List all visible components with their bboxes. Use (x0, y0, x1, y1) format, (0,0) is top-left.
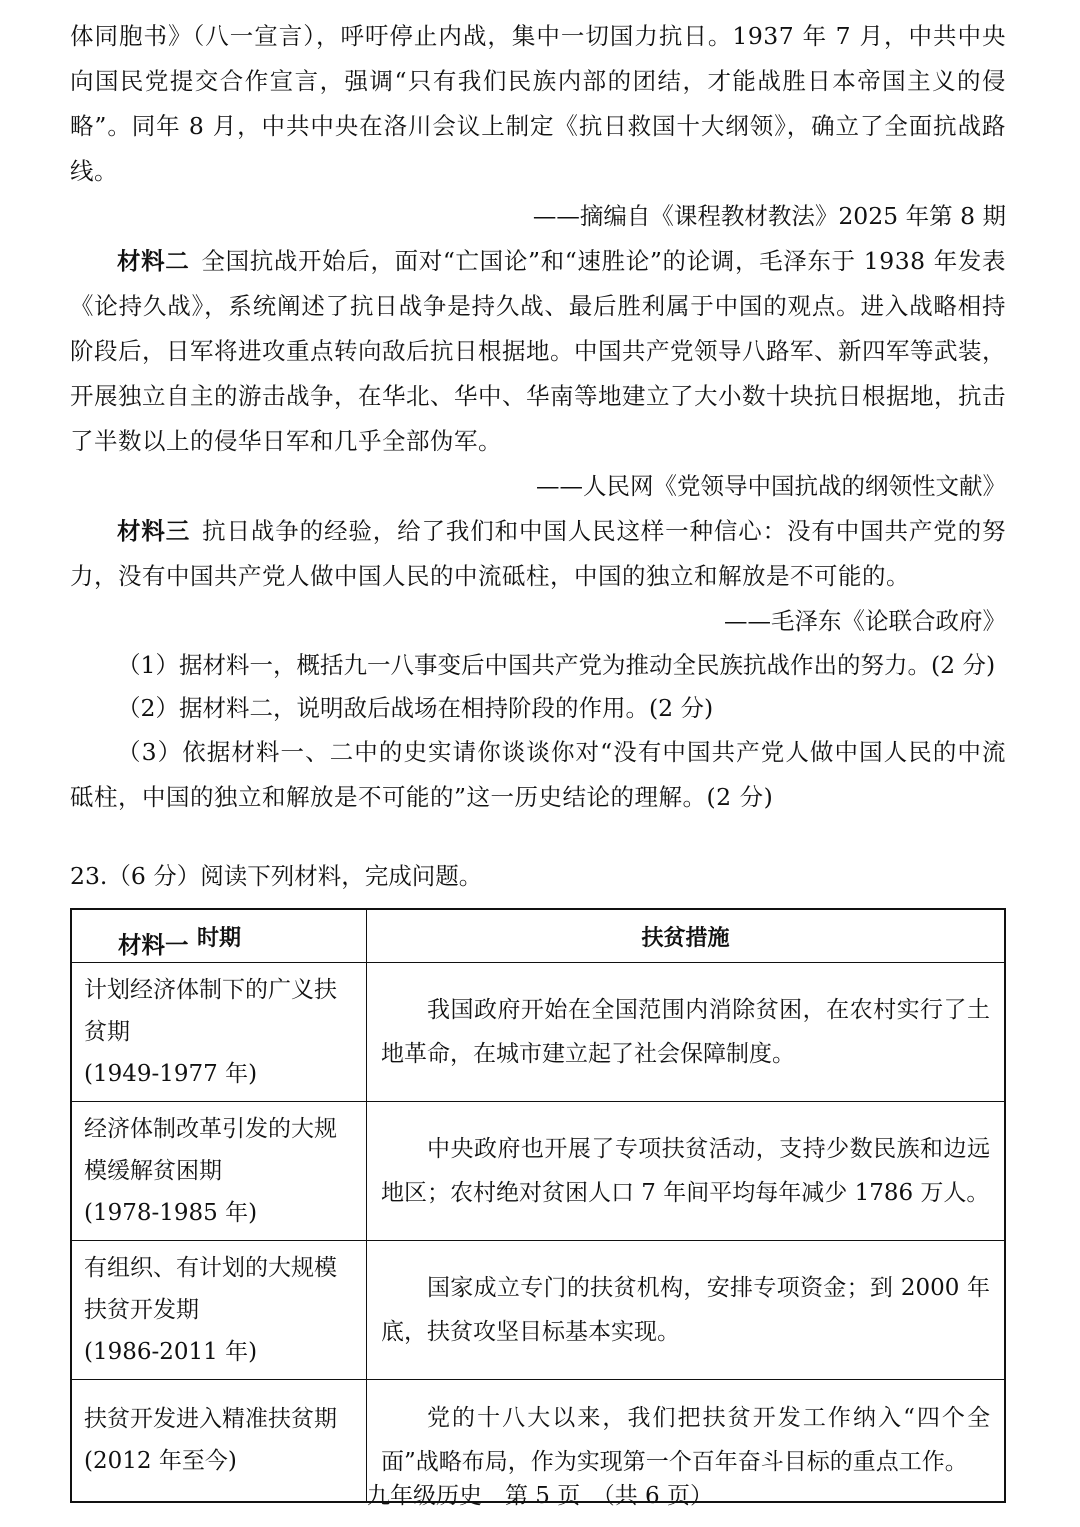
question-1: （1）据材料一，概括九一八事变后中国共产党为推动全民族抗战作出的努力。(2 分) (117, 651, 996, 679)
measure-text: 国家成立专门的扶贫机构，安排专项资金；到 2000 年底，扶贫攻坚目标基本实现。 (381, 1275, 990, 1345)
material1-source: ——摘编自《课程教材教法》2025 年第 8 期 (532, 202, 1006, 230)
period-cell (71, 963, 367, 1102)
material2-label: 材料二 (117, 247, 190, 275)
header-period: 时期 (71, 909, 367, 963)
measure-cell (367, 963, 1006, 1102)
period-cell (71, 1102, 367, 1241)
poverty-measures-table (70, 908, 1006, 1503)
measure-text: 我国政府开始在全国范围内消除贫困，在农村实行了土地革命，在城市建立起了社会保障制度。 (381, 997, 990, 1067)
material2-text: 全国抗战开始后，面对“亡国论”和“速胜论”的论调，毛泽东于 1938 年发表《论持久战》，系统阐述了抗日战争是持久战、最后胜利属于中国的观点。进入战略相持阶段后，日军将进攻重点转向敌后抗日根据地。中国共产党领导八路军、新四军等武装，开展独立自主的游击战争，在华北、华中、华南等地建立了大小数十块抗日根据地，抗击了半数以上的侵华日军和几乎全部伪军。 (70, 247, 1006, 455)
material3-paragraph (70, 509, 1006, 599)
period-name: 有组织、有计划的大规模扶贫开发期 (84, 1255, 337, 1323)
period-years: (2012 年至今) (84, 1448, 237, 1475)
material3-label: 材料三 (117, 517, 191, 545)
page-content (70, 14, 1006, 968)
table-header-row (71, 909, 1005, 963)
question-2: （2）据材料二，说明敌后战场在相持阶段的作用。(2 分) (117, 694, 714, 722)
page-footer: 九年级历史 第 5 页 （共 6 页） (366, 1483, 713, 1509)
question-3: （3）依据材料一、二中的史实请你谈谈你对“没有中国共产党人做中国人民的中流砥柱，中国的独立和解放是不可能的”这一历史结论的理解。(2 分) (70, 738, 1006, 811)
header-measures: 扶贫措施 (367, 909, 1006, 963)
material2-source: ——人民网《党领导中国抗战的纲领性文献》 (536, 472, 1006, 500)
q23-material-label: 材料一 (118, 930, 189, 959)
material2-paragraph (70, 239, 1006, 464)
period-name: 计划经济体制下的广义扶贫期 (84, 977, 337, 1045)
period-years: (1978-1985 年) (84, 1200, 258, 1226)
period-cell (71, 1241, 367, 1380)
table-row (71, 1241, 1005, 1380)
measure-text: 中央政府也开展了专项扶贫活动，支持少数民族和边远地区；农村绝对贫困人口 7 年间平均每年减少 1786 万人。 (381, 1136, 990, 1206)
material3-text: 抗日战争的经验，给了我们和中国人民这样一种信心：没有中国共产党的努力，没有中国共产党人做中国人民的中流砥柱，中国的独立和解放是不可能的。 (70, 517, 1007, 590)
period-years: (1949-1977 年) (84, 1061, 258, 1087)
material3-source: ——毛泽东《论联合政府》 (724, 607, 1006, 635)
period-years: (1986-2011 年) (84, 1339, 258, 1365)
table-row (71, 963, 1005, 1102)
period-name: 扶贫开发进入精准扶贫期 (84, 1406, 337, 1433)
period-name: 经济体制改革引发的大规模缓解贫困期 (84, 1116, 337, 1184)
q23-heading: 23.（6 分）阅读下列材料，完成问题。 (70, 862, 483, 890)
material1-tail-text: 体同胞书》（八一宣言），呼吁停止内战，集中一切国力抗日。1937 年 7 月，中共中央向国民党提交合作宣言，强调“只有我们民族内部的团结，才能战胜日本帝国主义的侵略”。同年 8 月，中共中央在洛川会议上制定《抗日救国十大纲领》，确立了全面抗战路线。 (70, 22, 1006, 185)
table-row (71, 1102, 1005, 1241)
measure-text: 党的十八大以来，我们把扶贫开发工作纳入“四个全面”战略布局，作为实现第一个百年奋斗目标的重点工作。 (381, 1405, 990, 1476)
measure-cell (367, 1102, 1006, 1241)
measure-cell (367, 1241, 1006, 1380)
